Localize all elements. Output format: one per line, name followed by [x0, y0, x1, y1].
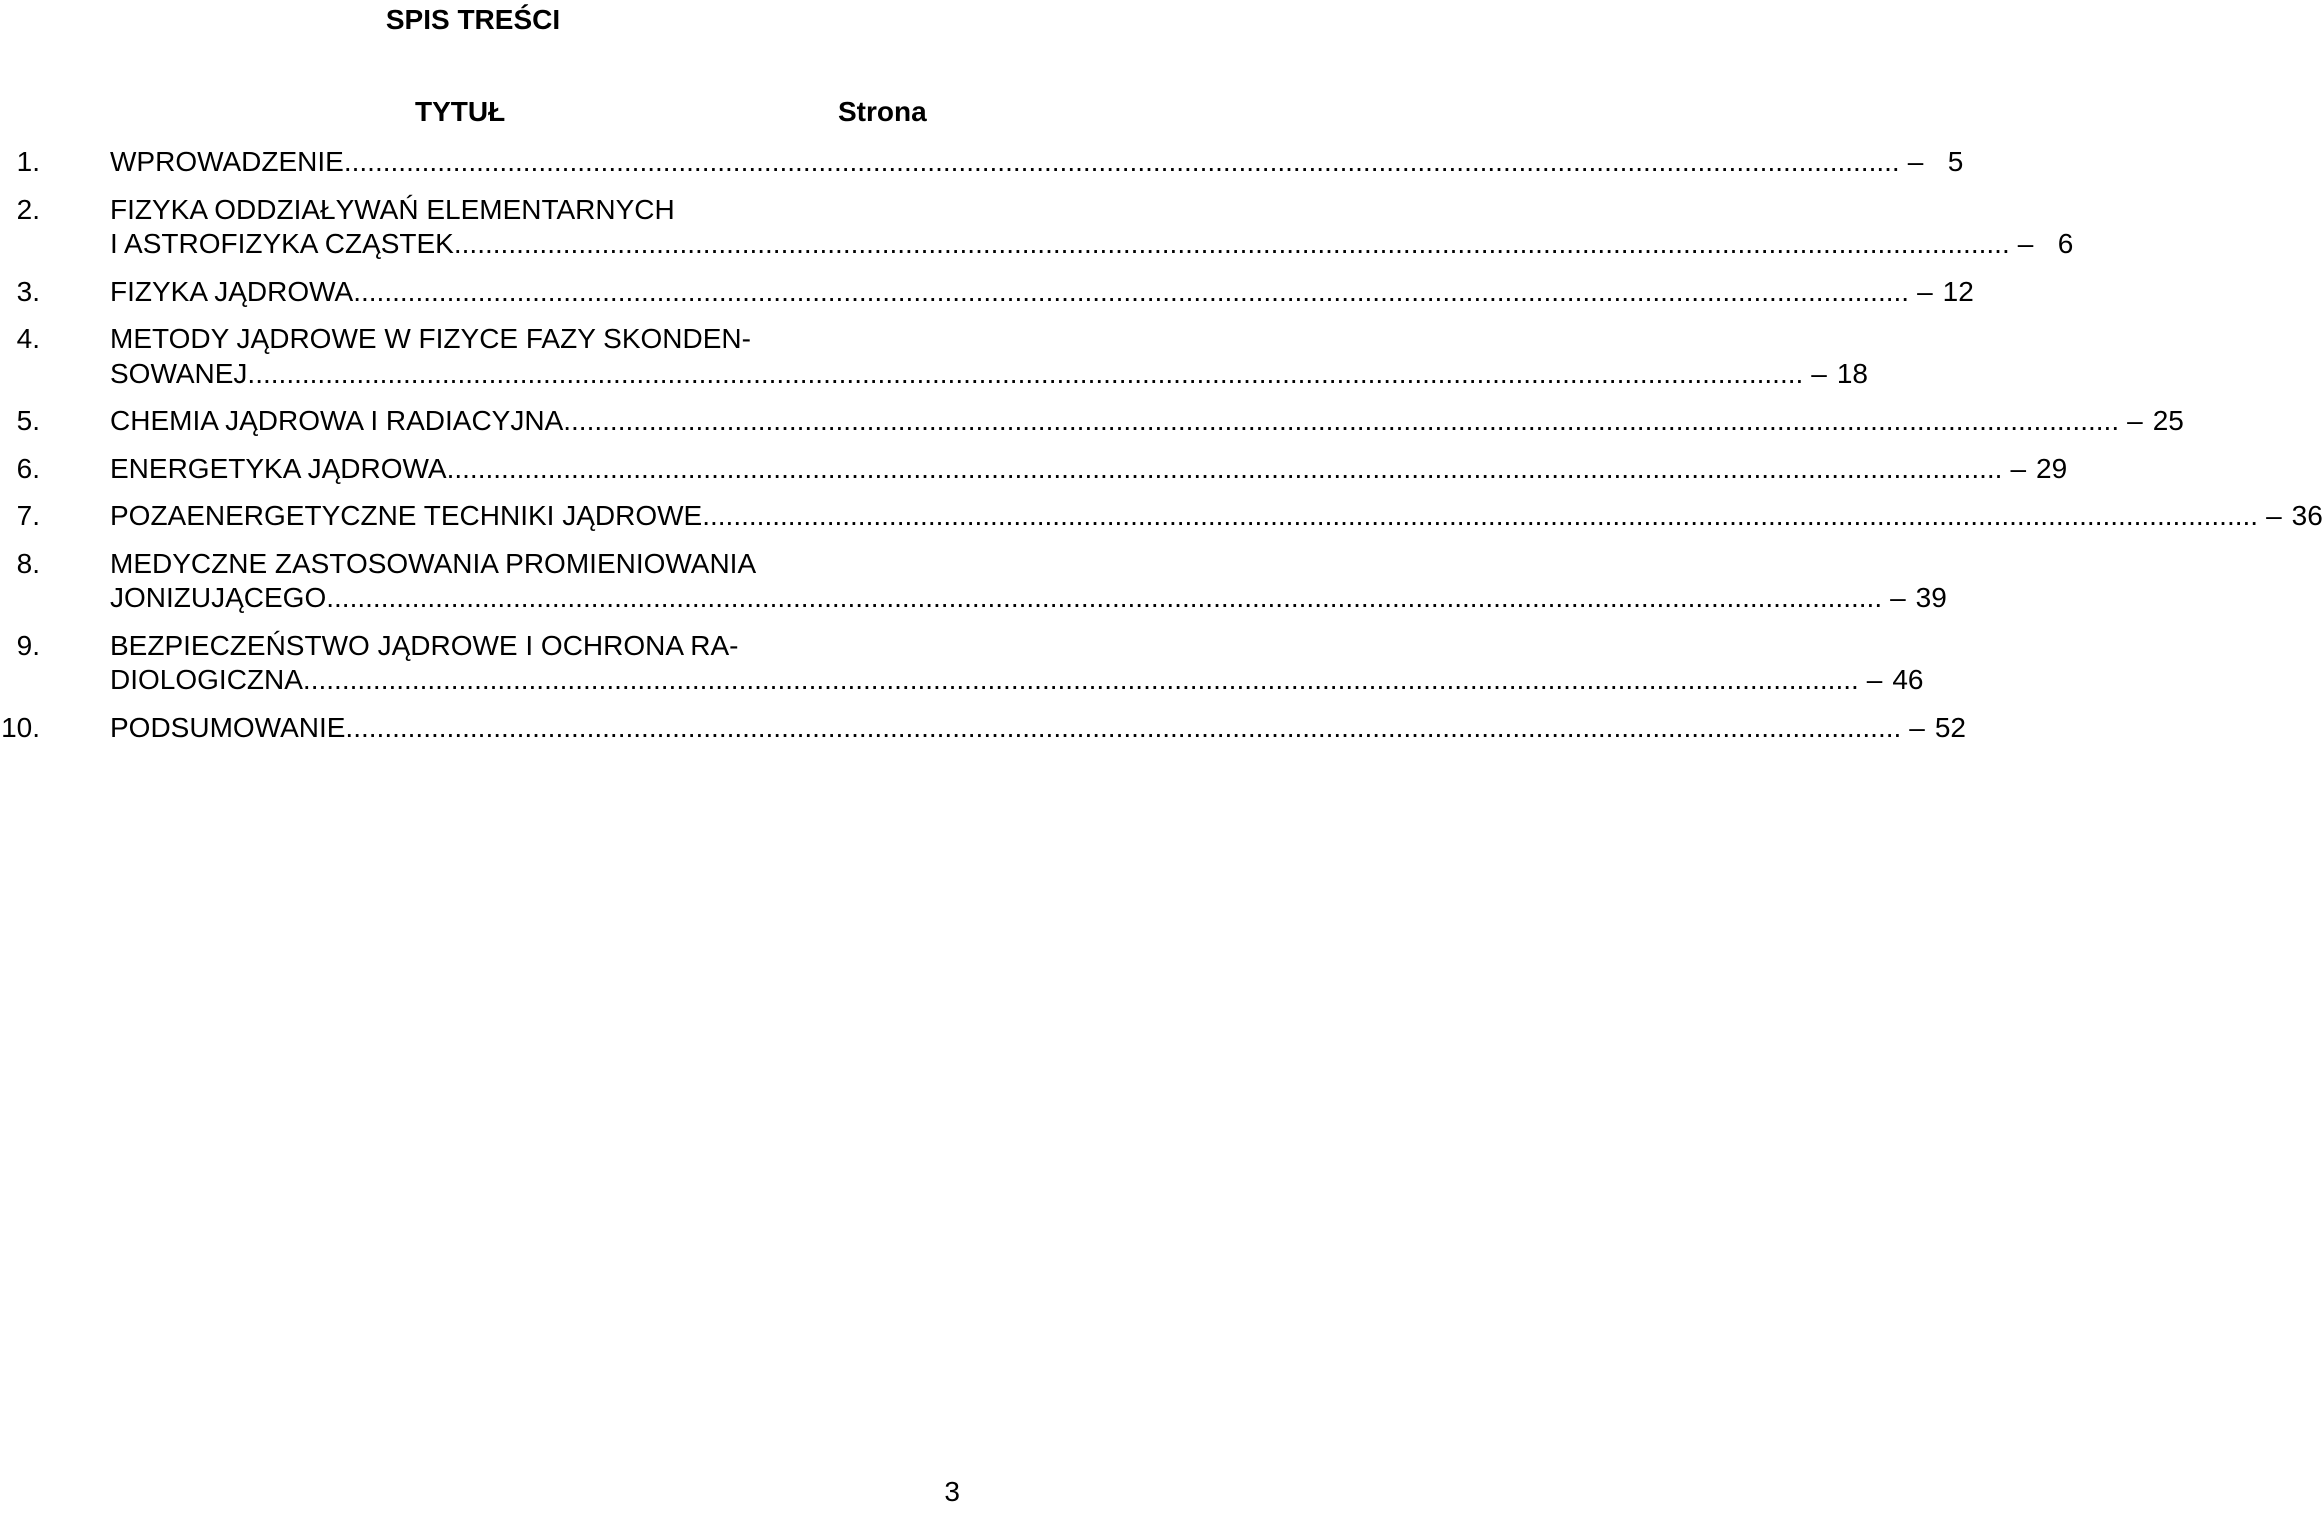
- toc-entry-leader-line: [110, 145, 1964, 180]
- toc-entry-number: 10.: [1, 711, 40, 743]
- leader-dash: –: [1917, 275, 1933, 307]
- page-title: SPIS TREŚCI: [385, 4, 561, 35]
- leader-dash: –: [1866, 664, 1883, 695]
- toc-entry-title: SOWANEJ: [110, 357, 248, 389]
- leader-dash: –: [1811, 357, 1827, 389]
- dot-leader: ........................................................................................................................................................................................................: [353, 275, 1910, 307]
- toc-entry-number: 4.: [16, 323, 40, 354]
- toc-entry-title: WPROWADZENIE: [110, 146, 344, 177]
- toc-entry-title: PODSUMOWANIE: [110, 711, 346, 743]
- dot-leader: ........................................................................................................................................................................................................: [326, 582, 1883, 613]
- toc-entry-title: ENERGETYKA JĄDROWA: [110, 452, 447, 484]
- toc-entry-number: 2.: [16, 193, 40, 225]
- toc-entry-page: 12: [1942, 275, 1974, 307]
- toc-entry-page: 52: [1934, 711, 1967, 743]
- leader-dash: –: [2266, 500, 2282, 531]
- toc-entry[interactable]: [0, 452, 2068, 487]
- toc-entry-number: 6.: [16, 452, 40, 484]
- leader-dash: –: [2017, 228, 2034, 259]
- toc-entry-leader-line: [110, 711, 1967, 746]
- toc-entry[interactable]: [0, 499, 2323, 534]
- toc-entry-leader-line: [110, 275, 1974, 310]
- toc-entry-number: 5.: [16, 405, 40, 436]
- toc-entry-page: 29: [2036, 452, 2068, 484]
- toc-entry-title: DIOLOGICZNA: [110, 664, 303, 695]
- dot-leader: ........................................................................................................................................................................................................: [453, 228, 2010, 259]
- toc-entry-page: 25: [2152, 405, 2184, 436]
- toc-entry-title: I ASTROFIZYKA CZĄSTEK: [110, 228, 454, 259]
- toc-entry-page: 6: [2057, 228, 2074, 259]
- toc-entry-title: POZAENERGETYCZNE TECHNIKI JĄDROWE: [110, 500, 703, 531]
- toc-entry-number: 9.: [16, 629, 40, 661]
- leader-dash: –: [1907, 146, 1924, 177]
- toc-entry-number: 8.: [16, 547, 40, 579]
- toc-entry-leader-line: [110, 404, 2184, 439]
- toc-entry[interactable]: [0, 275, 1974, 310]
- toc-entry-title-line: METODY JĄDROWE W FIZYCE FAZY SKONDEN-: [110, 323, 751, 354]
- toc-entry[interactable]: [0, 547, 1947, 616]
- toc-entry-title-line: BEZPIECZEŃSTWO JĄDROWE I OCHRONA RA-: [110, 629, 739, 661]
- leader-dash: –: [2010, 452, 2027, 484]
- dot-leader: ........................................................................................................................................................................................................: [563, 405, 2120, 436]
- toc-entry-title-line: MEDYCZNE ZASTOSOWANIA PROMIENIOWANIA: [110, 547, 757, 579]
- toc-entry-number: 3.: [16, 275, 40, 307]
- toc-entry-number: 7.: [16, 500, 40, 531]
- toc-entry-page: 39: [1915, 582, 1947, 613]
- toc-entry[interactable]: [0, 629, 1924, 698]
- toc-entry[interactable]: [0, 193, 2074, 262]
- dot-leader: ........................................................................................................................................................................................................: [702, 500, 2259, 531]
- toc-entry-page: 36: [2291, 500, 2323, 531]
- toc-entry-leader-line: [110, 452, 2068, 487]
- dot-leader: ........................................................................................................................................................................................................: [446, 452, 2003, 484]
- leader-dash: –: [2127, 405, 2143, 436]
- toc-entry[interactable]: [0, 711, 1967, 746]
- page-number: 3: [944, 1476, 960, 1507]
- toc-entry-page: 5: [1947, 146, 1964, 177]
- toc-entry-leader-line: [110, 663, 1924, 698]
- toc-entry-leader-line: [110, 499, 2323, 534]
- leader-dash: –: [1909, 711, 1925, 743]
- toc-entry-leader-line: [110, 227, 2074, 262]
- column-header-page: Strona: [838, 96, 927, 127]
- toc-entry[interactable]: [0, 322, 1869, 391]
- toc-entry-title: JONIZUJĄCEGO: [110, 582, 327, 613]
- toc-entry-title-line: FIZYKA ODDZIAŁYWAŃ ELEMENTARNYCH: [110, 193, 675, 225]
- dot-leader: ........................................................................................................................................................................................................: [345, 711, 1902, 743]
- toc-entry[interactable]: [0, 145, 1964, 180]
- toc-entry-leader-line: [110, 357, 1869, 392]
- dot-leader: ........................................................................................................................................................................................................: [247, 357, 1804, 389]
- toc-entry-page: 18: [1836, 357, 1869, 389]
- dot-leader: ........................................................................................................................................................................................................: [343, 146, 1900, 177]
- toc-entry-title: FIZYKA JĄDROWA: [110, 275, 354, 307]
- column-header-title: TYTUŁ: [415, 96, 506, 127]
- table-of-contents: [0, 145, 2323, 758]
- dot-leader: ........................................................................................................................................................................................................: [302, 664, 1859, 695]
- toc-entry-leader-line: [110, 581, 1947, 616]
- leader-dash: –: [1890, 582, 1906, 613]
- toc-entry-title: CHEMIA JĄDROWA I RADIACYJNA: [110, 405, 564, 436]
- toc-entry-page: 46: [1892, 664, 1924, 695]
- toc-entry-number: 1.: [16, 146, 40, 177]
- toc-entry[interactable]: [0, 404, 2184, 439]
